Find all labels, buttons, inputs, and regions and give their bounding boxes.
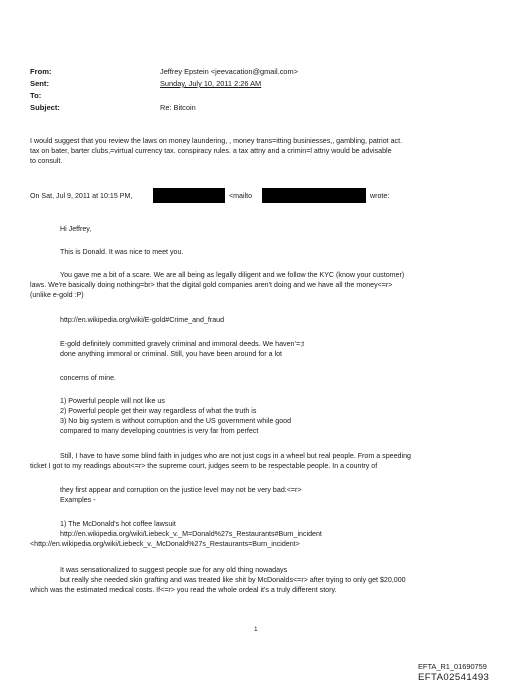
list-item: compared to many developing countries is very far from perfect: [60, 427, 259, 435]
egold-line-2: done anything immoral or criminal. Still, you have been around for a lot: [60, 350, 282, 358]
quote-intro-mailto: <mailto: [229, 192, 253, 200]
sent-label: Sent:: [30, 79, 49, 88]
sensational-line-1: It was sensationalized to suggest people sue for any old thing nowadays: [60, 566, 288, 574]
mcdonalds-title: 1) The McDonald's hot coffee lawsuit: [60, 520, 176, 528]
sensational-line-3: which was the estimated medical costs. If<=r> you read the whole ordeal it's a truly different story.: [30, 586, 337, 594]
list-item: 2) Powerful people get their way regardless of what the truth is: [60, 407, 257, 415]
subject-value: Re: Bitcoin: [160, 103, 196, 112]
list-item: 1) Powerful people will not like us: [60, 397, 165, 405]
to-label: To:: [30, 91, 42, 100]
concerns-line: concerns of mine.: [60, 374, 116, 382]
mcdonalds-link-2[interactable]: <http://en.wikipedia.org/wiki/Liebeck_v._McDonald%27s_Restaurants=Burn_incident>: [30, 540, 300, 548]
faith-line-2: ticket I got to my readings about<=r> the supreme court, judges seem to be respectable people. In a country of: [30, 462, 378, 470]
from-label: From:: [30, 67, 52, 76]
quote-intro-suffix: wrote:: [370, 192, 390, 200]
mcdonalds-link-1[interactable]: http://en.wikipedia.org/wiki/Liebeck_v._M=Donald%27s_Restaurants#Burn_incident: [60, 530, 322, 538]
faith-line-1: Still, I have to have some blind faith in judges who are not just cogs in a wheel but real people. From a speeding: [60, 452, 411, 460]
scare-line-1: You gave me a bit of a scare. We are all being as legally diligent and we follow the KYC (know your customer): [60, 271, 405, 279]
sent-value: Sunday, July 10, 2011 2:26 AM: [160, 79, 262, 88]
list-item: 3) No big system is without corruption and the US government while good: [60, 417, 292, 425]
first-line-1: they first appear and corruption on the justice level may not be very bad:<=r>: [60, 486, 302, 494]
sensational-line-2: but really she needed skin grafting and was treated like shit by McDonalds<=r> after trying to only get $20,000: [60, 576, 406, 584]
egold-link[interactable]: http://en.wikipedia.org/wiki/E-gold#Crime_and_fraud: [60, 316, 225, 324]
reply-line-3: to consult.: [30, 157, 63, 165]
greeting: Hi Jeffrey,: [60, 225, 92, 233]
quote-intro-prefix: On Sat, Jul 9, 2011 at 10:15 PM,: [30, 192, 133, 200]
redaction-box: [153, 188, 225, 203]
redaction-box: [262, 188, 366, 203]
reply-line-1: I would suggest that you review the laws on money laundering, , money trans=itting businiesses,, gambling, patriot act.: [30, 137, 403, 145]
egold-line-1: E-gold definitely committed gravely criminal and immoral deeds. We haven’=;t: [60, 340, 305, 348]
intro-line: This is Donald. It was nice to meet you.: [60, 248, 184, 256]
bates-number-large: EFTA02541493: [418, 672, 490, 683]
scare-line-2: laws. We're basically doing nothing=br> that the digital gold companies aren't doing and we have all the money<=r>: [30, 281, 393, 289]
bates-number-small: EFTA_R1_01690759: [418, 662, 487, 671]
first-line-2: Examples -: [60, 496, 96, 504]
page-number: 1: [254, 626, 258, 633]
reply-line-2: tax on bater, barter clubs,=virtual currency tax. conspiracy rules. a tax attny and a crimin=l attny would be advisable: [30, 147, 392, 155]
from-value: Jeffrey Epstein <jeevacation@gmail.com>: [160, 67, 299, 76]
subject-label: Subject:: [30, 103, 60, 112]
scare-line-3: (unlike e-gold :P): [30, 291, 84, 299]
